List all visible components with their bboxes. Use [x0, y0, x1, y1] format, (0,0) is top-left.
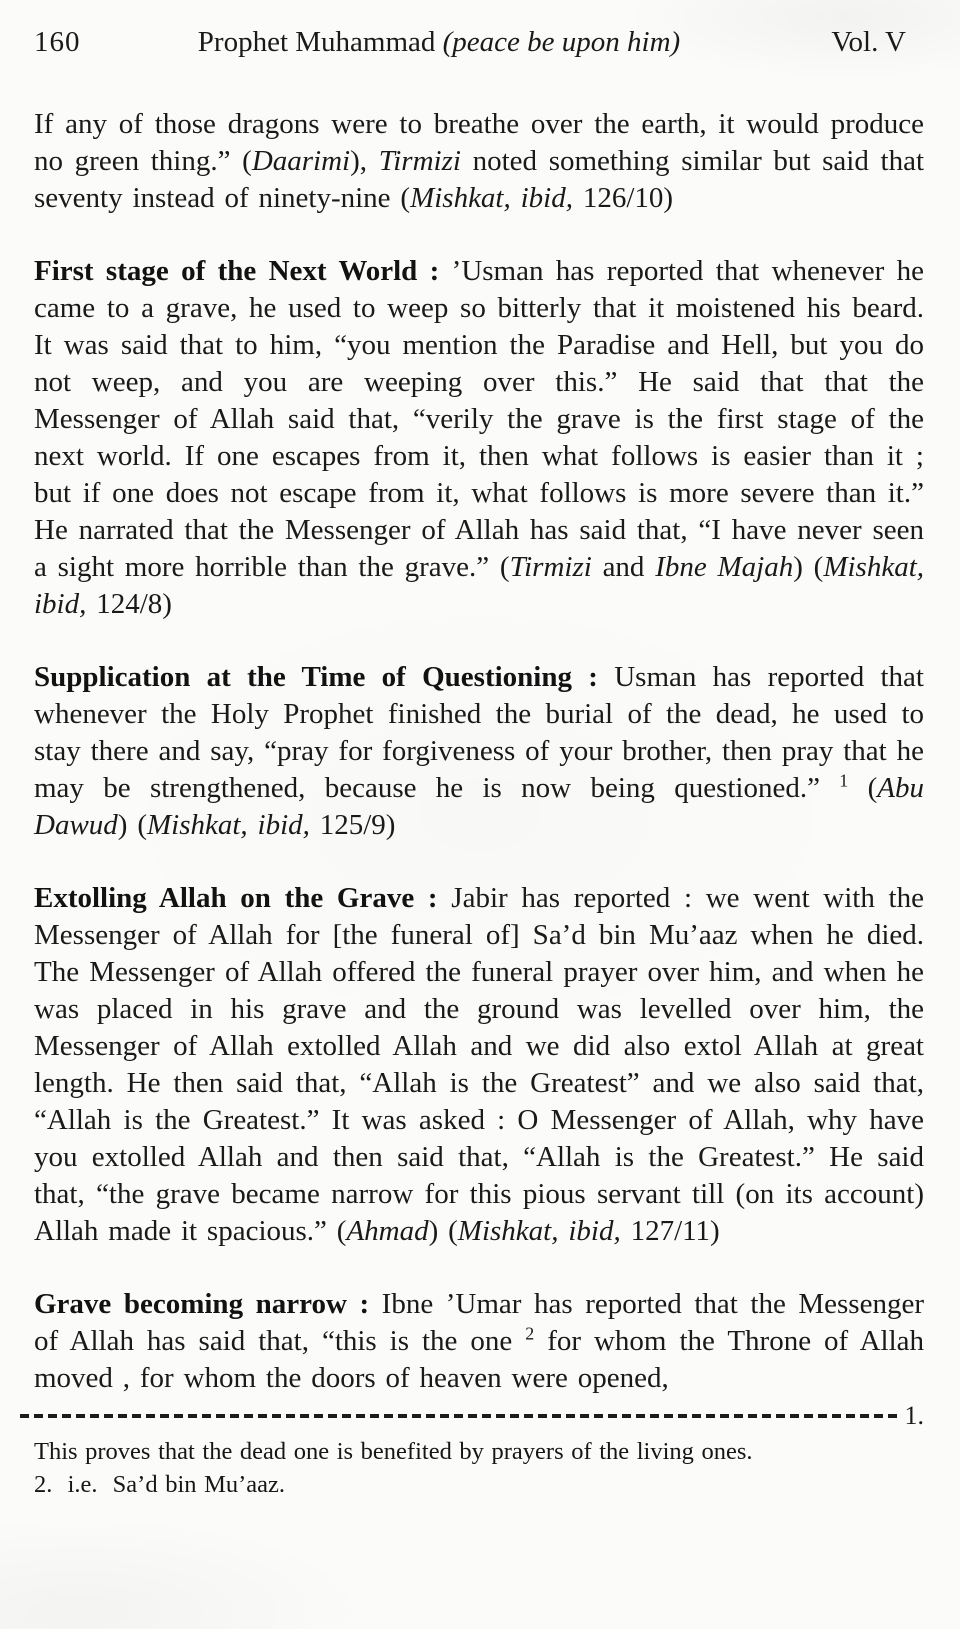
paragraph-grave-narrow [34, 1286, 924, 1397]
text-segment: ), [350, 145, 379, 177]
text-segment: ) ( [428, 1215, 458, 1247]
text-segment: Mishkat, ibid, [146, 809, 310, 841]
footnote-separator [20, 1403, 924, 1429]
text-segment: Ibne Majah [655, 551, 794, 583]
text-segment: noted something similar but said that seventy instead of ninety-nine ( [34, 145, 925, 214]
text-segment: 2 [525, 1323, 535, 1344]
text-segment: ( [848, 772, 878, 804]
page-body [34, 106, 924, 1397]
page-header [34, 24, 924, 61]
running-title [144, 24, 734, 61]
text-segment: 1 [839, 770, 849, 791]
text-segment: Tirmizi [378, 145, 461, 177]
volume-label: Vol. V [831, 26, 906, 58]
text-segment: Grave becoming narrow : [34, 1288, 382, 1320]
text-segment: Extolling Allah on the Grave : [34, 882, 452, 914]
footnote-2: 2. i.e. Sa’d bin Mu’aaz. [34, 1471, 286, 1498]
text-segment: (peace be upon him) [442, 26, 681, 58]
text-segment: Daarimi [251, 145, 351, 177]
text-segment: Mishkat, ibid, [457, 1215, 621, 1247]
text-segment: ’Usman has reported that whenever he came to a grave, he used to weep so bitterly that it moistened his beard. It was said that to him, “you mention the Paradise and Hell, but you do not weep, and you are weeping over this.” He said that that the Messenger of Allah said that, “verily the grave is the first stage of the next world. If one escapes from it, then what follows is easier than it ; but if one does not escape from it, what follows is more severe than it.” He narrated that the Messenger of Allah has said that, “I have never seen a sight more horrible than the grave.” ( [34, 255, 925, 583]
text-segment: Mishkat, ibid, [410, 182, 573, 214]
footnote-1: This proves that the dead one is benefited by prayers of the living ones. [34, 1438, 753, 1465]
text-segment: 125/9) [309, 809, 396, 841]
paragraph-first-stage [34, 253, 924, 623]
paragraph-supplication [34, 659, 924, 844]
text-segment: 124/8) [86, 588, 172, 620]
text-segment: If any of those dragons were to breathe over the earth, it would produce no green thing.” ( [34, 108, 924, 177]
text-segment: ) ( [117, 809, 147, 841]
text-segment: for whom the Throne of Allah moved , for whom the doors of heaven were opened, [34, 1325, 925, 1394]
text-segment: Prophet Muhammad [197, 26, 443, 58]
text-segment: Ibne ’Umar has reported that the Messenger of Allah has said that, “this is the one [34, 1288, 924, 1357]
paragraph-extolling [34, 880, 924, 1250]
footnote-1-marker: 1. [904, 1401, 924, 1430]
text-segment: Ahmad [346, 1215, 429, 1247]
paragraph-dragons [34, 106, 924, 217]
text-segment: Mishkat, ibid, [34, 551, 925, 620]
text-segment: 126/10) [572, 182, 674, 214]
text-segment: ) ( [793, 551, 824, 583]
dashed-rule [20, 1414, 902, 1418]
text-segment: Jabir has reported : we went with the Messenger of Allah for [the funeral of] Sa’d bin Mu’aaz when he died. The Messenger of Allah offered the funeral prayer over him, and when he was placed in his grave and the ground was levelled over him, the Messenger of Allah extolled Allah and we did also extol Allah at great length. He then said that, “Allah is the Greatest” and we also said that, “Allah is the Greatest.” It was asked : O Messenger of Allah, why have you extolled Allah and then said that, “Allah is the Greatest.” He said that, “the grave became narrow for this pious servant till (on its account) Allah made it spacious.” ( [34, 882, 924, 1247]
text-segment: Abu Dawud [34, 772, 924, 841]
text-segment: First stage of the Next World : [34, 255, 452, 287]
text-segment: Supplication at the Time of Questioning : [34, 661, 615, 693]
page-number: 160 [34, 26, 81, 58]
text-segment: Tirmizi [509, 551, 592, 583]
text-segment: 127/11) [620, 1215, 720, 1247]
text-segment: and [591, 551, 656, 583]
text-segment: Usman has reported that whenever the Holy Prophet finished the burial of the dead, he used to stay there and say, “pray for forgiveness of your brother, then pray that he may be strengthened, because he is now being questioned.” [34, 661, 924, 804]
